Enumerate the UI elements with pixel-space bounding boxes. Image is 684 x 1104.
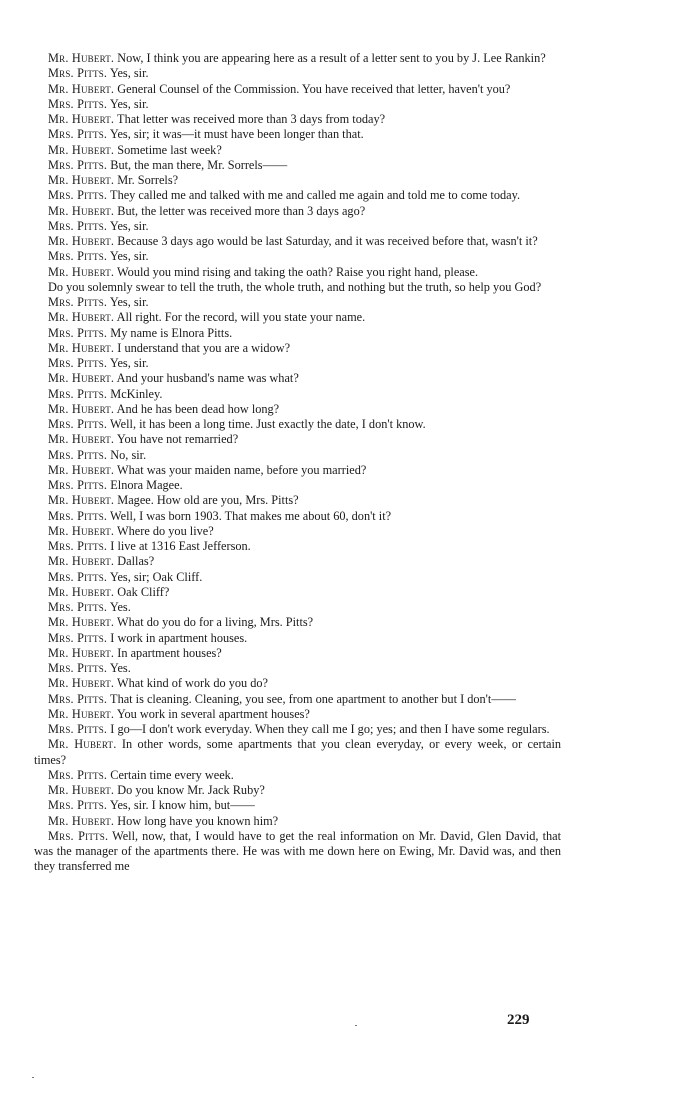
line-text: My name is Elnora Pitts. <box>107 325 233 340</box>
speaker-label: Mrs. Pitts. <box>48 508 108 523</box>
speaker-label: Mr. Hubert. <box>48 523 115 538</box>
line-text: You have not remarried? <box>114 432 239 447</box>
speaker-label: Mrs. Pitts. <box>48 249 108 264</box>
line-text: Well, it has been a long time. Just exactly the date, I don't know. <box>107 417 426 431</box>
transcript-line <box>34 219 561 234</box>
line-text: Yes, sir. <box>107 66 149 81</box>
speaker-label: Mrs. Pitts. <box>48 722 108 736</box>
line-text: Yes, sir; Oak Cliff. <box>107 569 203 584</box>
transcript-line <box>34 173 561 188</box>
speaker-label: Mr. Hubert. <box>48 340 115 355</box>
line-text: Would you mind rising and taking the oath? Raise you right hand, please. <box>114 264 479 279</box>
transcript-line <box>34 585 561 600</box>
line-text: Now, I think you are appearing here as a result of a letter sent to you by J. Lee Rankin? <box>114 51 546 65</box>
transcript-line <box>34 204 561 219</box>
line-text: Where do you live? <box>114 523 214 538</box>
line-text: Sometime last week? <box>114 142 222 157</box>
line-text: Oak Cliff? <box>114 584 170 599</box>
speaker-label: Mrs. Pitts. <box>48 600 108 614</box>
transcript-line <box>34 356 561 371</box>
transcript-line <box>34 158 561 173</box>
transcript-line <box>34 509 561 524</box>
line-text: Well, now, that, I would have to get the real information on Mr. David, Glen David, that was the manager of the apartments there. He was with me down here on Ewing, Mr. David was, and then they transferred me <box>34 828 562 874</box>
line-text: General Counsel of the Commission. You have received that letter, haven't you? <box>114 81 511 96</box>
line-text: In apartment houses? <box>114 645 222 660</box>
speaker-label: Mr. Hubert. <box>48 676 115 691</box>
transcript-line <box>34 524 561 539</box>
line-text: They called me and talked with me and called me again and told me to come today. <box>107 188 521 203</box>
transcript-line <box>34 234 561 249</box>
transcript-line <box>34 646 561 661</box>
transcript-line <box>34 371 561 386</box>
speaker-label: Mr. Hubert. <box>48 371 115 386</box>
speaker-label: Mr. Hubert. <box>48 493 115 508</box>
speaker-label: Mrs. Pitts. <box>48 66 108 81</box>
line-text: Yes. <box>107 600 131 614</box>
speaker-label: Mr. Hubert. <box>48 645 115 660</box>
line-text: I understand that you are a widow? <box>114 340 291 355</box>
transcript-line <box>34 402 561 417</box>
speaker-label: Mrs. Pitts. <box>48 386 108 401</box>
speaker-label: Mr. Hubert. <box>48 264 115 279</box>
line-text: What kind of work do you do? <box>114 676 269 691</box>
line-text: Mr. Sorrels? <box>114 173 179 187</box>
transcript-line <box>34 265 561 280</box>
transcript-line <box>34 798 561 813</box>
transcript-page <box>34 51 561 875</box>
line-text: Yes, sir. <box>107 356 149 370</box>
transcript-line <box>34 341 561 356</box>
speaker-label: Mr. Hubert. <box>48 401 115 416</box>
speaker-label: Mr. Hubert. <box>48 813 115 828</box>
transcript-line <box>34 112 561 127</box>
transcript-line <box>34 249 561 264</box>
transcript-line <box>34 554 561 569</box>
line-text: Yes, sir; it was—it must have been longer than that. <box>107 127 364 142</box>
line-text: In other words, some apartments that you clean everyday, or every week, or certain times? <box>34 737 562 767</box>
speaker-label: Mr. Hubert. <box>48 142 115 157</box>
line-text: Yes, sir. <box>107 249 149 264</box>
line-text: I live at 1316 East Jefferson. <box>107 539 251 553</box>
line-text: Yes, sir. <box>107 96 149 111</box>
line-text: Do you solemnly swear to tell the truth, the whole truth, and nothing but the truth, so help you God? <box>48 279 542 294</box>
speaker-label: Mr. Hubert. <box>48 51 115 65</box>
line-text: But, the man there, Mr. Sorrels—— <box>107 157 288 172</box>
speaker-label: Mrs. Pitts. <box>48 828 109 843</box>
line-text: That is cleaning. Cleaning, you see, from one apartment to another but I don't—— <box>107 691 516 706</box>
speaker-label: Mr. Hubert. <box>48 783 115 797</box>
speaker-label: Mrs. Pitts. <box>48 295 108 309</box>
speaker-label: Mrs. Pitts. <box>48 447 108 462</box>
transcript-line <box>34 188 561 203</box>
transcript-line <box>34 600 561 615</box>
speaker-label: Mr. Hubert. <box>48 737 117 752</box>
transcript-line <box>34 615 561 630</box>
speaker-label: Mrs. Pitts. <box>48 417 108 431</box>
line-text: Do you know Mr. Jack Ruby? <box>114 783 265 797</box>
speaker-label: Mrs. Pitts. <box>48 218 108 233</box>
line-text: Well, I was born 1903. That makes me about 60, don't it? <box>107 508 392 523</box>
transcript-line <box>34 768 561 783</box>
line-text: Yes, sir. <box>107 218 149 233</box>
transcript-line <box>34 493 561 508</box>
transcript-line <box>34 570 561 585</box>
transcript-line <box>34 143 561 158</box>
transcript-line <box>34 310 561 325</box>
transcript-line <box>34 737 561 768</box>
speaker-label: Mr. Hubert. <box>48 112 115 126</box>
transcript-line <box>34 295 561 310</box>
speaker-label: Mr. Hubert. <box>48 706 115 721</box>
speaker-label: Mrs. Pitts. <box>48 96 108 111</box>
speaker-label: Mrs. Pitts. <box>48 798 108 813</box>
speaker-label: Mrs. Pitts. <box>48 691 108 706</box>
transcript-line <box>34 97 561 112</box>
transcript-line <box>34 829 561 875</box>
line-text: That letter was received more than 3 days from today? <box>114 112 386 126</box>
speaker-label: Mrs. Pitts. <box>48 325 108 340</box>
speaker-label: Mrs. Pitts. <box>48 767 108 782</box>
speaker-label: Mr. Hubert. <box>48 432 115 447</box>
transcript-line <box>34 707 561 722</box>
transcript-line <box>34 692 561 707</box>
speaker-label: Mr. Hubert. <box>48 173 115 187</box>
transcript-line <box>34 631 561 646</box>
speaker-label: Mrs. Pitts. <box>48 157 108 172</box>
speaker-label: Mr. Hubert. <box>48 554 115 569</box>
speaker-label: Mrs. Pitts. <box>48 188 108 203</box>
speaker-label: Mr. Hubert. <box>48 310 115 325</box>
oath-line <box>34 280 561 295</box>
speaker-label: Mr. Hubert. <box>48 584 115 599</box>
print-speck <box>32 1077 34 1078</box>
line-text: Magee. How old are you, Mrs. Pitts? <box>114 493 299 508</box>
transcript-line <box>34 326 561 341</box>
line-text: I work in apartment houses. <box>107 630 248 645</box>
transcript-line <box>34 448 561 463</box>
speaker-label: Mrs. Pitts. <box>48 127 108 142</box>
line-text: Dallas? <box>114 554 155 569</box>
speaker-label: Mrs. Pitts. <box>48 356 108 370</box>
speaker-label: Mrs. Pitts. <box>48 569 108 584</box>
line-text: No, sir. <box>107 447 147 462</box>
transcript-line <box>34 463 561 478</box>
line-text: What do you do for a living, Mrs. Pitts? <box>114 615 314 630</box>
transcript-line <box>34 722 561 737</box>
transcript-line <box>34 387 561 402</box>
transcript-line <box>34 814 561 829</box>
speaker-label: Mrs. Pitts. <box>48 630 108 645</box>
transcript-line <box>34 432 561 447</box>
speaker-label: Mrs. Pitts. <box>48 539 108 553</box>
speaker-label: Mr. Hubert. <box>48 234 115 248</box>
transcript-line <box>34 82 561 97</box>
transcript-line <box>34 783 561 798</box>
line-text: Yes. <box>107 661 131 675</box>
line-text: How long have you known him? <box>114 813 279 828</box>
line-text: And he has been dead how long? <box>114 401 280 416</box>
line-text: What was your maiden name, before you married? <box>114 462 367 477</box>
speaker-label: Mrs. Pitts. <box>48 478 108 492</box>
transcript-line <box>34 417 561 432</box>
transcript-line <box>34 676 561 691</box>
transcript-line <box>34 127 561 142</box>
speaker-label: Mrs. Pitts. <box>48 661 108 675</box>
line-text: All right. For the record, will you state your name. <box>114 310 366 325</box>
line-text: And your husband's name was what? <box>114 371 299 386</box>
line-text: Certain time every week. <box>107 767 234 782</box>
line-text: McKinley. <box>107 386 163 401</box>
line-text: You work in several apartment houses? <box>114 706 310 721</box>
transcript-line <box>34 478 561 493</box>
speaker-label: Mr. Hubert. <box>48 203 115 218</box>
line-text: But, the letter was received more than 3 days ago? <box>114 203 366 218</box>
transcript-line <box>34 539 561 554</box>
speaker-label: Mr. Hubert. <box>48 462 115 477</box>
transcript-line <box>34 661 561 676</box>
speaker-label: Mr. Hubert. <box>48 81 115 96</box>
line-text: I go—I don't work everyday. When they call me I go; yes; and then I have some regulars. <box>107 722 550 736</box>
line-text: Because 3 days ago would be last Saturday, and it was received before that, wasn't it? <box>114 234 538 248</box>
page-number: 229 <box>507 1012 530 1028</box>
line-text: Elnora Magee. <box>107 478 183 492</box>
line-text: Yes, sir. <box>107 295 149 309</box>
transcript-line <box>34 66 561 81</box>
line-text: Yes, sir. I know him, but—— <box>107 798 255 813</box>
print-speck <box>355 1025 357 1026</box>
speaker-label: Mr. Hubert. <box>48 615 115 630</box>
transcript-line <box>34 51 561 66</box>
